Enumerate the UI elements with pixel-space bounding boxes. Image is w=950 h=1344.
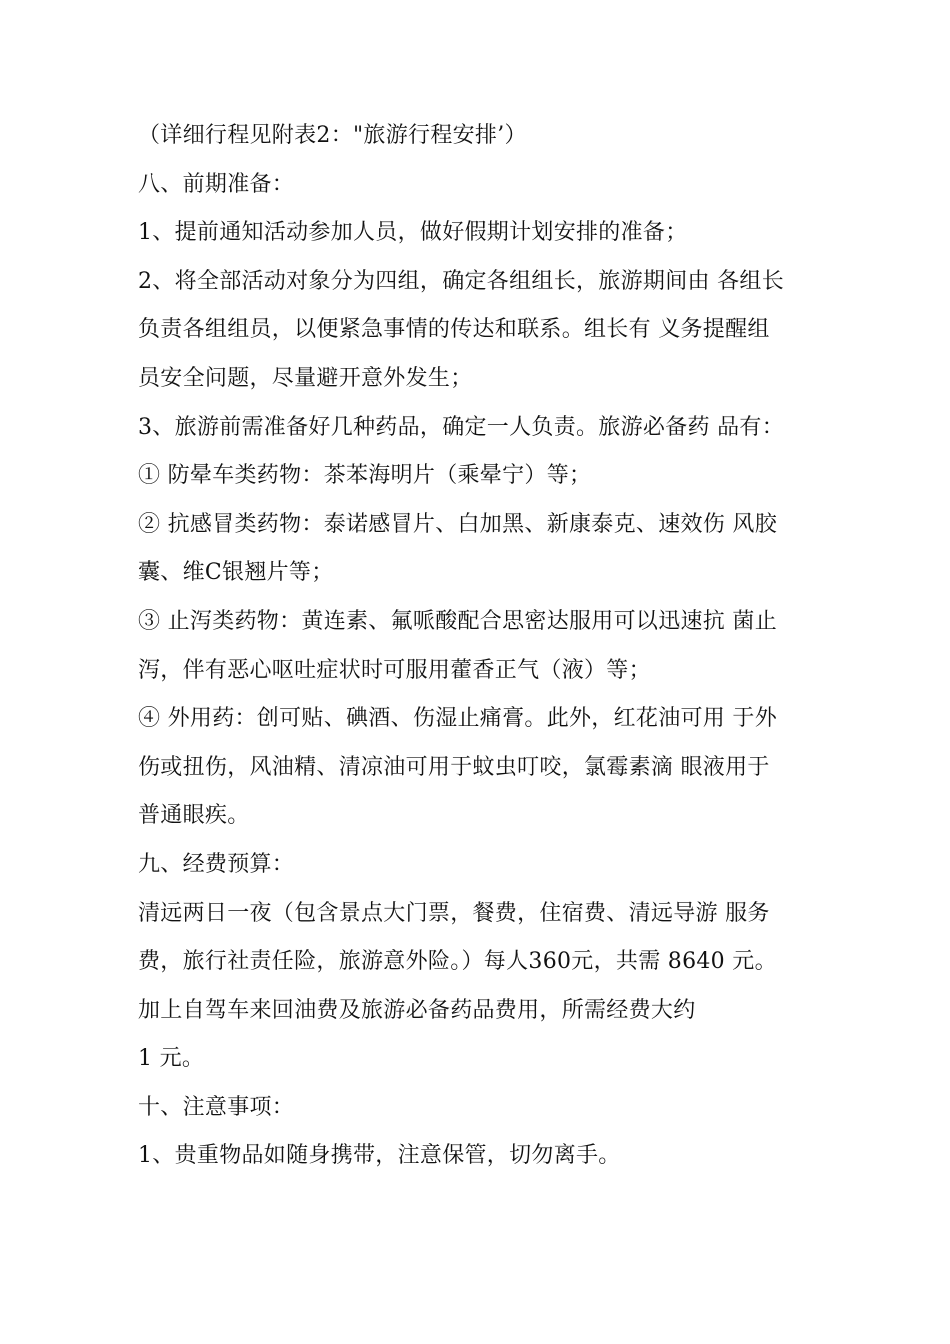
paragraph-line: 清远两日一夜（包含景点大门票，餐费，住宿费、清远导游 服务 <box>138 900 770 926</box>
section-heading-budget: 九、经费预算： <box>138 851 295 877</box>
section-heading-preparation: 八、前期准备： <box>138 171 295 197</box>
paragraph-line: 费，旅行社责任险，旅游意外险。）每人360元，共需 8640 元。 <box>138 949 777 975</box>
paragraph-line: 3、旅游前需准备好几种药品，确定一人负责。旅游必备药 品有： <box>138 414 784 440</box>
itinerary-note: （详细行程见附表2："旅游行程安排’） <box>138 123 527 148</box>
paragraph-line: 1 元。 <box>138 1046 205 1072</box>
paragraph-line: 员安全问题，尽量避开意外发生； <box>138 365 473 391</box>
paragraph-line: 1、提前通知活动参加人员，做好假期计划安排的准备； <box>138 220 688 246</box>
medicine-item: ③ 止泻类药物：黄连素、氟哌酸配合思密达服用可以迅速抗 菌止 <box>138 608 777 634</box>
medicine-item: ① 防晕车类药物：茶苯海明片（乘晕宁）等； <box>138 463 592 489</box>
paragraph-line: 伤或扭伤，风油精、清凉油可用于蚊虫叮咬，氯霉素滴 眼液用于 <box>138 754 770 780</box>
document-body <box>138 112 838 1181</box>
paragraph-line: 加上自驾车来回油费及旅游必备药品费用，所需经费大约 <box>138 997 696 1023</box>
paragraph-line: 泻，伴有恶心呕吐症状时可服用藿香正气（液）等； <box>138 657 651 683</box>
medicine-item: ④ 外用药：创可贴、碘酒、伤湿止痛膏。此外，红花油可用 于外 <box>138 706 777 732</box>
paragraph-line: 1、贵重物品如随身携带，注意保管，切勿离手。 <box>138 1143 621 1169</box>
medicine-item: ② 抗感冒类药物：泰诺感冒片、白加黑、新康泰克、速效伤 风胶 <box>138 511 777 537</box>
section-heading-notes: 十、注意事项： <box>138 1094 295 1120</box>
paragraph-line: 普通眼疾。 <box>138 803 250 829</box>
paragraph-line: 负责各组组员，以便紧急事情的传达和联系。组长有 义务提醒组 <box>138 317 770 343</box>
paragraph-line: 2、将全部活动对象分为四组，确定各组组长，旅游期间由 各组长 <box>138 268 784 294</box>
paragraph-line: 囊、维C银翘片等； <box>138 560 334 586</box>
